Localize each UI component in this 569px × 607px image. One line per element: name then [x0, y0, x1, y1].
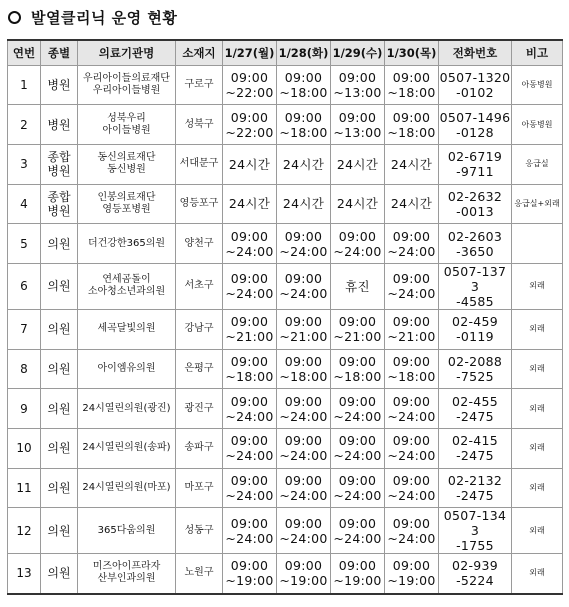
cell-name: 인봉의료재단 영등포병원 — [78, 184, 176, 224]
cell-day-1: 24시간 — [223, 144, 277, 184]
table-row — [8, 184, 563, 224]
header-note: 비고 — [512, 40, 563, 65]
cell-phone: 02-415 -2475 — [439, 429, 512, 469]
cell-note: 외래 — [512, 468, 563, 508]
table-row — [8, 105, 563, 145]
cell-no: 12 — [8, 508, 41, 554]
cell-day-2: 24시간 — [277, 184, 331, 224]
cell-name: 우리아이들의료재단 우리아이들병원 — [78, 65, 176, 105]
cell-day-1: 09:00 ~24:00 — [223, 263, 277, 309]
cell-day-4: 09:00 ~24:00 — [385, 429, 439, 469]
cell-day-1: 09:00 ~22:00 — [223, 65, 277, 105]
table-row — [8, 508, 563, 554]
cell-day-3: 24시간 — [331, 144, 385, 184]
cell-day-2: 09:00 ~18:00 — [277, 65, 331, 105]
cell-location: 구로구 — [176, 65, 223, 105]
header-no: 연번 — [8, 40, 41, 65]
cell-day-1: 09:00 ~24:00 — [223, 429, 277, 469]
cell-day-1: 09:00 ~19:00 — [223, 554, 277, 594]
header-name: 의료기관명 — [78, 40, 176, 65]
cell-day-3: 09:00 ~19:00 — [331, 554, 385, 594]
table-row — [8, 389, 563, 429]
cell-day-4: 09:00 ~18:00 — [385, 105, 439, 145]
cell-day-2: 09:00 ~18:00 — [277, 349, 331, 389]
cell-type: 의원 — [41, 508, 78, 554]
cell-day-2: 09:00 ~24:00 — [277, 389, 331, 429]
cell-name: 아이엠유의원 — [78, 349, 176, 389]
table-row — [8, 429, 563, 469]
cell-note: 외래 — [512, 389, 563, 429]
cell-phone: 02-2632 -0013 — [439, 184, 512, 224]
cell-phone: 0507-1320 -0102 — [439, 65, 512, 105]
cell-note: 외래 — [512, 508, 563, 554]
cell-note: 아동병원 — [512, 105, 563, 145]
cell-no: 7 — [8, 309, 41, 349]
cell-note: 외래 — [512, 349, 563, 389]
cell-day-3: 09:00 ~24:00 — [331, 468, 385, 508]
cell-phone: 0507-1496 -0128 — [439, 105, 512, 145]
cell-name: 동신의료재단 동신병원 — [78, 144, 176, 184]
cell-note: 외래 — [512, 263, 563, 309]
cell-note: 아동병원 — [512, 65, 563, 105]
cell-day-3: 휴진 — [331, 263, 385, 309]
cell-phone: 02-459 -0119 — [439, 309, 512, 349]
cell-type: 의원 — [41, 468, 78, 508]
cell-type: 의원 — [41, 429, 78, 469]
cell-day-1: 09:00 ~18:00 — [223, 349, 277, 389]
cell-location: 은평구 — [176, 349, 223, 389]
cell-day-3: 09:00 ~21:00 — [331, 309, 385, 349]
header-day-2: 1/28(화) — [277, 40, 331, 65]
cell-location: 마포구 — [176, 468, 223, 508]
cell-day-4: 09:00 ~24:00 — [385, 389, 439, 429]
cell-note: 응급실 — [512, 144, 563, 184]
cell-note: 외래 — [512, 309, 563, 349]
cell-day-1: 09:00 ~22:00 — [223, 105, 277, 145]
cell-day-2: 09:00 ~24:00 — [277, 468, 331, 508]
title-text: 발열클리닉 운영 현황 — [31, 8, 178, 27]
cell-name: 세곡달빛의원 — [78, 309, 176, 349]
cell-phone: 02-939 -5224 — [439, 554, 512, 594]
cell-no: 8 — [8, 349, 41, 389]
cell-name: 24시열린의원(마포) — [78, 468, 176, 508]
table-row — [8, 309, 563, 349]
cell-type: 의원 — [41, 349, 78, 389]
cell-day-2: 09:00 ~21:00 — [277, 309, 331, 349]
cell-phone: 0507-134 3 -1755 — [439, 508, 512, 554]
cell-type: 의원 — [41, 389, 78, 429]
cell-no: 11 — [8, 468, 41, 508]
cell-day-4: 24시간 — [385, 144, 439, 184]
cell-note — [512, 224, 563, 264]
cell-no: 13 — [8, 554, 41, 594]
cell-name: 연세곰돌이 소아청소년과의원 — [78, 263, 176, 309]
cell-phone: 02-6719 -9711 — [439, 144, 512, 184]
cell-name: 24시열린의원(광진) — [78, 389, 176, 429]
fever-clinic-table — [7, 39, 563, 595]
cell-day-2: 09:00 ~24:00 — [277, 429, 331, 469]
circle-bullet-icon — [8, 11, 21, 24]
cell-type: 의원 — [41, 554, 78, 594]
cell-name: 미즈아이프라자 산부인과의원 — [78, 554, 176, 594]
header-phone: 전화번호 — [439, 40, 512, 65]
cell-type: 의원 — [41, 309, 78, 349]
cell-location: 노원구 — [176, 554, 223, 594]
cell-day-1: 09:00 ~24:00 — [223, 508, 277, 554]
table-row — [8, 224, 563, 264]
cell-location: 성동구 — [176, 508, 223, 554]
table-row — [8, 349, 563, 389]
cell-day-2: 09:00 ~24:00 — [277, 508, 331, 554]
cell-name: 24시열린의원(송파) — [78, 429, 176, 469]
table-row — [8, 144, 563, 184]
cell-type: 의원 — [41, 263, 78, 309]
cell-type: 의원 — [41, 224, 78, 264]
cell-name: 더건강한365의원 — [78, 224, 176, 264]
cell-day-2: 09:00 ~24:00 — [277, 224, 331, 264]
cell-day-4: 09:00 ~24:00 — [385, 263, 439, 309]
cell-day-3: 09:00 ~24:00 — [331, 389, 385, 429]
header-day-3: 1/29(수) — [331, 40, 385, 65]
table-row — [8, 263, 563, 309]
cell-day-1: 09:00 ~21:00 — [223, 309, 277, 349]
header-day-1: 1/27(월) — [223, 40, 277, 65]
cell-phone: 02-455 -2475 — [439, 389, 512, 429]
cell-day-2: 09:00 ~19:00 — [277, 554, 331, 594]
cell-type: 병원 — [41, 65, 78, 105]
cell-type: 종합 병원 — [41, 184, 78, 224]
table-row — [8, 468, 563, 508]
cell-day-3: 09:00 ~13:00 — [331, 65, 385, 105]
cell-day-3: 09:00 ~18:00 — [331, 349, 385, 389]
cell-day-4: 09:00 ~24:00 — [385, 224, 439, 264]
cell-location: 서초구 — [176, 263, 223, 309]
cell-day-4: 09:00 ~18:00 — [385, 65, 439, 105]
cell-no: 6 — [8, 263, 41, 309]
cell-day-2: 09:00 ~24:00 — [277, 263, 331, 309]
cell-day-1: 09:00 ~24:00 — [223, 224, 277, 264]
cell-location: 광진구 — [176, 389, 223, 429]
table-row — [8, 65, 563, 105]
cell-day-3: 24시간 — [331, 184, 385, 224]
cell-location: 양천구 — [176, 224, 223, 264]
cell-day-1: 09:00 ~24:00 — [223, 389, 277, 429]
cell-no: 9 — [8, 389, 41, 429]
cell-day-2: 24시간 — [277, 144, 331, 184]
cell-day-4: 09:00 ~21:00 — [385, 309, 439, 349]
cell-phone: 02-2603 -3650 — [439, 224, 512, 264]
cell-day-1: 09:00 ~24:00 — [223, 468, 277, 508]
cell-note: 외래 — [512, 429, 563, 469]
cell-name: 성북우리 아이들병원 — [78, 105, 176, 145]
cell-phone: 02-2132 -2475 — [439, 468, 512, 508]
cell-note: 외래 — [512, 554, 563, 594]
cell-note: 응급실+외래 — [512, 184, 563, 224]
cell-no: 3 — [8, 144, 41, 184]
header-row — [8, 40, 563, 65]
cell-no: 1 — [8, 65, 41, 105]
header-location: 소재지 — [176, 40, 223, 65]
cell-phone: 02-2088 -7525 — [439, 349, 512, 389]
cell-no: 5 — [8, 224, 41, 264]
cell-day-4: 24시간 — [385, 184, 439, 224]
cell-day-4: 09:00 ~19:00 — [385, 554, 439, 594]
cell-day-3: 09:00 ~24:00 — [331, 508, 385, 554]
cell-day-3: 09:00 ~13:00 — [331, 105, 385, 145]
cell-phone: 0507-137 3 -4585 — [439, 263, 512, 309]
cell-no: 2 — [8, 105, 41, 145]
cell-day-3: 09:00 ~24:00 — [331, 429, 385, 469]
header-day-4: 1/30(목) — [385, 40, 439, 65]
cell-day-4: 09:00 ~24:00 — [385, 508, 439, 554]
cell-type: 종합 병원 — [41, 144, 78, 184]
cell-type: 병원 — [41, 105, 78, 145]
cell-location: 영등포구 — [176, 184, 223, 224]
cell-day-3: 09:00 ~24:00 — [331, 224, 385, 264]
document-title — [8, 4, 177, 30]
cell-location: 서대문구 — [176, 144, 223, 184]
cell-no: 10 — [8, 429, 41, 469]
cell-day-4: 09:00 ~18:00 — [385, 349, 439, 389]
cell-day-1: 24시간 — [223, 184, 277, 224]
cell-location: 강남구 — [176, 309, 223, 349]
table-row — [8, 554, 563, 594]
header-type: 종별 — [41, 40, 78, 65]
cell-location: 송파구 — [176, 429, 223, 469]
cell-location: 성북구 — [176, 105, 223, 145]
cell-day-2: 09:00 ~18:00 — [277, 105, 331, 145]
cell-day-4: 09:00 ~24:00 — [385, 468, 439, 508]
cell-name: 365다움의원 — [78, 508, 176, 554]
cell-no: 4 — [8, 184, 41, 224]
